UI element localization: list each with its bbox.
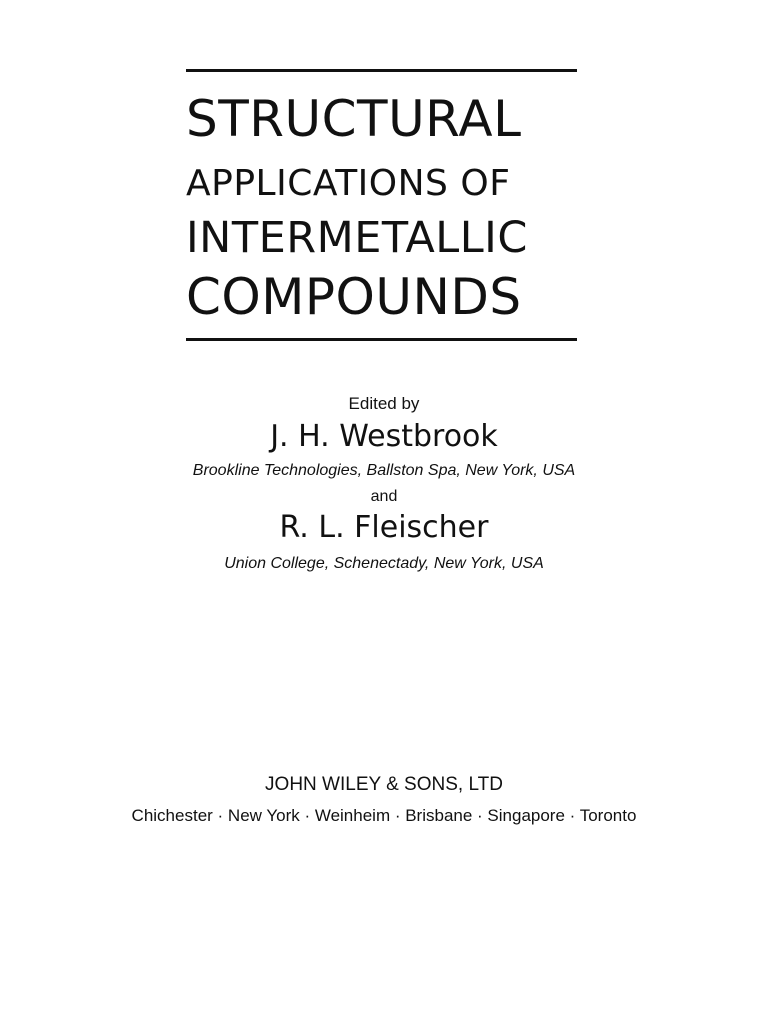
editor-2-name: R. L. Fleischer <box>279 510 489 545</box>
edited-by-label: Edited by <box>348 394 420 413</box>
title-line-1: STRUCTURAL <box>186 90 522 148</box>
publisher-name: JOHN WILEY & SONS, LTD <box>265 774 503 795</box>
title-line-2: APPLICATIONS OF <box>186 163 511 204</box>
title-line-3: INTERMETALLIC <box>186 213 528 263</box>
top-rule <box>186 69 577 72</box>
conjunction-and: and <box>370 488 398 505</box>
editor-1-name: J. H. Westbrook <box>270 419 498 454</box>
publisher-cities: Chichester · New York · Weinheim · Brisbane · Singapore · Toronto <box>131 806 637 825</box>
editor-2-affiliation: Union College, Schenectady, New York, USA <box>224 555 544 572</box>
editor-1-affiliation: Brookline Technologies, Ballston Spa, New York, USA <box>192 462 576 479</box>
title-line-4: COMPOUNDS <box>186 268 522 326</box>
bottom-rule <box>186 338 577 341</box>
